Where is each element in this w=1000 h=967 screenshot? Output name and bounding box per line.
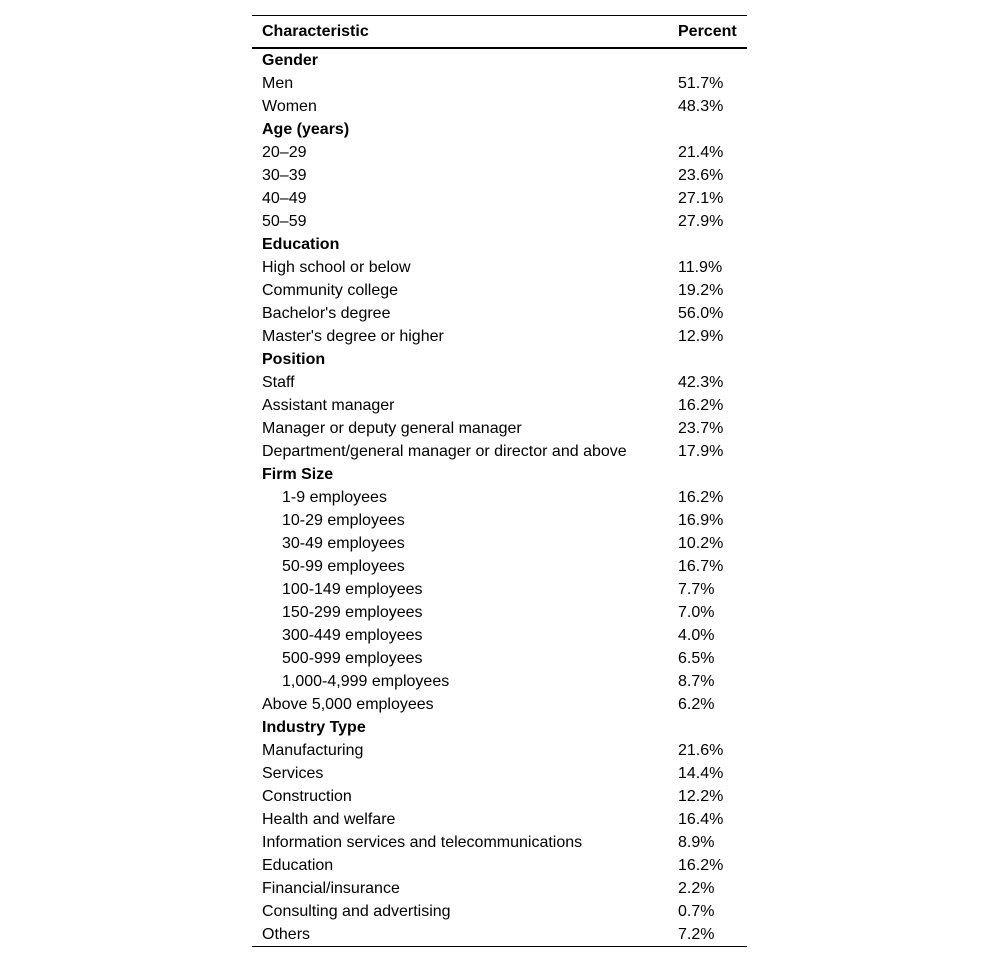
row-percent: 10.2% (678, 534, 724, 552)
section-title: Industry Type (262, 718, 366, 736)
table-row (252, 210, 747, 233)
section-row (252, 348, 747, 371)
table-header (252, 16, 747, 49)
row-label: Men (262, 74, 294, 92)
section-empty-cell (668, 463, 747, 486)
row-label: 150-299 employees (282, 603, 423, 621)
row-percent: 23.7% (678, 419, 724, 437)
row-percent: 27.1% (678, 189, 724, 207)
table-row (252, 601, 747, 624)
row-label: 1-9 employees (282, 488, 387, 506)
table-row (252, 808, 747, 831)
table-row (252, 578, 747, 601)
table-row (252, 164, 747, 187)
section-empty-cell (668, 233, 747, 256)
row-label: Manufacturing (262, 741, 364, 759)
table-row (252, 877, 747, 900)
row-label: Department/general manager or director and above (262, 442, 627, 460)
table-row (252, 670, 747, 693)
row-label: Community college (262, 281, 399, 299)
table-row (252, 302, 747, 325)
row-label: 30-49 employees (282, 534, 405, 552)
table-row (252, 762, 747, 785)
table-row (252, 95, 747, 118)
row-percent: 48.3% (678, 97, 724, 115)
row-label: Financial/insurance (262, 879, 400, 897)
row-percent: 17.9% (678, 442, 724, 460)
table-row (252, 555, 747, 578)
section-title: Gender (262, 51, 319, 69)
table-row (252, 256, 747, 279)
section-empty-cell (668, 48, 747, 72)
section-title: Education (262, 235, 340, 253)
section-row (252, 118, 747, 141)
row-label: 40–49 (262, 189, 307, 207)
row-percent: 23.6% (678, 166, 724, 184)
row-percent: 4.0% (678, 626, 715, 644)
row-percent: 7.2% (678, 925, 715, 943)
row-label: 10-29 employees (282, 511, 405, 529)
table-row (252, 831, 747, 854)
row-label: Staff (262, 373, 295, 391)
row-label: 300-449 employees (282, 626, 423, 644)
row-percent: 2.2% (678, 879, 715, 897)
table-row (252, 325, 747, 348)
row-percent: 16.2% (678, 488, 724, 506)
row-label: Others (262, 925, 311, 943)
row-percent: 16.4% (678, 810, 724, 828)
row-label: Manager or deputy general manager (262, 419, 522, 437)
table-row (252, 509, 747, 532)
row-label: Above 5,000 employees (262, 695, 434, 713)
table-row (252, 693, 747, 716)
table-row (252, 923, 747, 947)
section-row (252, 233, 747, 256)
row-label: Services (262, 764, 324, 782)
row-percent: 19.2% (678, 281, 724, 299)
demographics-table (252, 15, 747, 947)
table-row (252, 486, 747, 509)
row-percent: 12.2% (678, 787, 724, 805)
row-label: Assistant manager (262, 396, 395, 414)
row-label: Consulting and advertising (262, 902, 451, 920)
row-label: Health and welfare (262, 810, 396, 828)
row-percent: 51.7% (678, 74, 724, 92)
section-title: Firm Size (262, 465, 334, 483)
row-percent: 27.9% (678, 212, 724, 230)
row-percent: 16.2% (678, 396, 724, 414)
section-row (252, 463, 747, 486)
row-percent: 8.9% (678, 833, 715, 851)
table-body (252, 48, 747, 947)
table-row (252, 624, 747, 647)
row-label: 30–39 (262, 166, 307, 184)
row-percent: 11.9% (678, 258, 723, 276)
section-title: Age (years) (262, 120, 350, 138)
row-percent: 16.2% (678, 856, 724, 874)
table-row (252, 532, 747, 555)
header-row (252, 16, 747, 49)
row-percent: 0.7% (678, 902, 715, 920)
row-percent: 12.9% (678, 327, 724, 345)
row-label: Information services and telecommunications (262, 833, 583, 851)
section-empty-cell (668, 348, 747, 371)
table-row (252, 785, 747, 808)
table-row (252, 854, 747, 877)
section-empty-cell (668, 716, 747, 739)
row-percent: 6.5% (678, 649, 715, 667)
table-row (252, 279, 747, 302)
table-row (252, 417, 747, 440)
row-label: 100-149 employees (282, 580, 423, 598)
row-percent: 7.0% (678, 603, 715, 621)
row-label: Construction (262, 787, 352, 805)
row-percent: 16.9% (678, 511, 724, 529)
section-row (252, 716, 747, 739)
table-row (252, 187, 747, 210)
row-percent: 21.4% (678, 143, 724, 161)
row-percent: 16.7% (678, 557, 724, 575)
section-empty-cell (668, 118, 747, 141)
section-row (252, 48, 747, 72)
row-label: Education (262, 856, 334, 874)
row-label: Master's degree or higher (262, 327, 444, 345)
row-label: Women (262, 97, 317, 115)
row-percent: 8.7% (678, 672, 715, 690)
table-row (252, 394, 747, 417)
table-row (252, 141, 747, 164)
row-label: 50–59 (262, 212, 307, 230)
row-label: 500-999 employees (282, 649, 423, 667)
row-label: 1,000-4,999 employees (282, 672, 450, 690)
row-percent: 6.2% (678, 695, 715, 713)
row-label: 20–29 (262, 143, 307, 161)
section-title: Position (262, 350, 326, 368)
row-label: Bachelor's degree (262, 304, 391, 322)
table-row (252, 739, 747, 762)
table-row (252, 371, 747, 394)
row-percent: 7.7% (678, 580, 715, 598)
demographics-table-container (252, 15, 747, 947)
table-row (252, 647, 747, 670)
row-percent: 21.6% (678, 741, 724, 759)
table-row (252, 900, 747, 923)
row-label: High school or below (262, 258, 411, 276)
row-label: 50-99 employees (282, 557, 405, 575)
row-percent: 42.3% (678, 373, 724, 391)
table-row (252, 72, 747, 95)
header-characteristic: Characteristic (262, 22, 369, 40)
row-percent: 14.4% (678, 764, 724, 782)
header-percent: Percent (678, 22, 737, 40)
table-row (252, 440, 747, 463)
row-percent: 56.0% (678, 304, 724, 322)
